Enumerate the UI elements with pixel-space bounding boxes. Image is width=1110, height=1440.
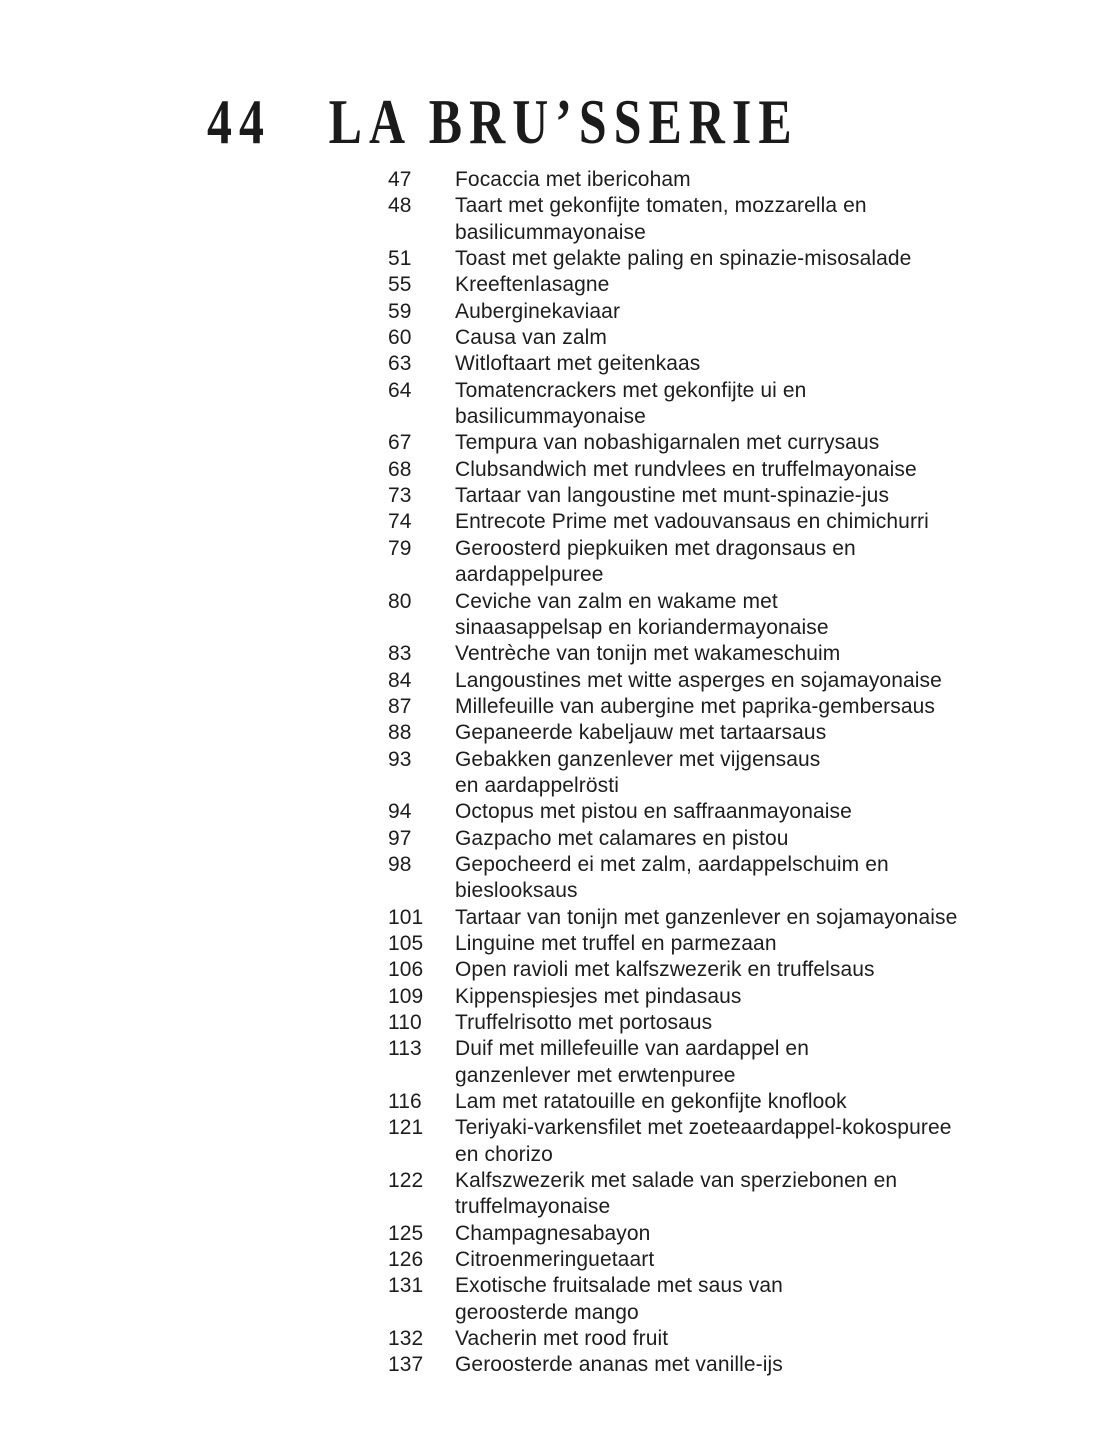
toc-item [388,299,1048,325]
toc-item-page-number: 51 [388,247,412,271]
toc-item [388,509,1048,535]
toc-item-title [455,1168,1048,1221]
toc-item [388,325,1048,351]
toc-item-page-number: 83 [388,642,412,666]
toc-item-title-line: Millefeuille van aubergine met paprika-gembersaus [455,694,935,718]
toc-item [388,1168,1048,1221]
toc-item-title [455,430,1048,456]
toc-item [388,799,1048,825]
toc-item-page-number: 47 [388,168,412,191]
toc-item-title-line: basilicummayonaise [455,220,646,244]
toc-item-title-line: sinaasappelsap en koriandermayonaise [455,615,829,639]
toc-item-title-line: ganzenlever met erwtenpuree [455,1063,736,1087]
toc-item-title-line: en aardappelrösti [455,773,619,797]
toc-item-title [455,826,1048,852]
toc-item [388,931,1048,957]
toc-item [388,1247,1048,1273]
toc-item [388,1352,1048,1378]
toc-item-title [455,852,1048,905]
toc-item-title-line: aardappelpuree [455,563,604,587]
toc-item-page-number: 122 [388,1169,424,1193]
toc-item-title-line: basilicummayonaise [455,405,646,429]
toc-item-title [455,589,1048,642]
toc-item-page-number: 101 [388,905,424,929]
toc-item-title [455,325,1048,351]
toc-item-title-line: Geroosterd piepkuiken met dragonsaus en [455,536,856,560]
toc-item-page-number: 80 [388,589,412,613]
toc-item-title-line: Causa van zalm [455,326,607,350]
toc-item-page-number: 88 [388,721,412,745]
toc-item-title-line: Duif met millefeuille van aardappel en [455,1037,809,1061]
toc-item-page-number: 110 [388,1011,422,1034]
toc-item-title-line: Clubsandwich met rundvlees en truffelmayonaise [455,457,917,481]
toc-item [388,272,1048,298]
toc-item-title-line: Ceviche van zalm en wakame met [455,589,778,613]
toc-item-title [455,984,1048,1010]
toc-item-title-line: Truffelrisotto met portosaus [455,1011,713,1034]
toc-item-page-number: 137 [388,1353,424,1377]
toc-item-title-line: Tartaar van langoustine met munt-spinazie-jus [455,484,890,508]
toc-item-title [455,167,1048,193]
toc-item-page-number: 84 [388,668,412,692]
toc-item-title-line: Champagnesabayon [455,1221,651,1245]
toc-item [388,720,1048,746]
toc-item [388,905,1048,931]
toc-item [388,826,1048,852]
toc-item-title-line: Teriyaki-varkensfilet met zoeteaardappel-kokospuree [455,1116,952,1140]
toc-item [388,193,1048,246]
toc-item-page-number: 132 [388,1327,424,1351]
toc-item-title [455,351,1048,377]
toc-item-title-line: Taart met gekonfijte tomaten, mozzarella en [455,194,867,218]
toc-item [388,1089,1048,1115]
toc-item [388,984,1048,1010]
toc-item-title-line: Linguine met truffel en parmezaan [455,931,777,955]
toc-item-title-line: Auberginekaviaar [455,299,621,323]
toc-item [388,1010,1048,1036]
toc-item-page-number: 48 [388,194,412,218]
toc-item-page-number: 63 [388,352,412,376]
toc-item-title-line: geroosterde mango [455,1300,639,1324]
toc-item-title-line: Exotische fruitsalade met saus van [455,1274,783,1298]
toc-item-title [455,1352,1048,1378]
toc-item-page-number: 67 [388,431,412,455]
toc-item-title [455,299,1048,325]
toc-item [388,351,1048,377]
toc-item [388,1326,1048,1352]
toc-item-title-line: Geroosterde ananas met vanille-ijs [455,1353,783,1377]
toc-item-page-number: 125 [388,1221,424,1245]
toc-item-title-line: Lam met ratatouille en gekonfijte knoflook [455,1090,847,1114]
toc-item [388,694,1048,720]
toc-item [388,957,1048,983]
toc-item-title [455,272,1048,298]
toc-item [388,167,1048,193]
toc-item-page-number: 74 [388,510,412,534]
toc-item-title [455,1247,1048,1273]
chapter-title: LA BRU’SSERIE [328,85,799,157]
toc-item-page-number: 87 [388,694,412,718]
toc-item [388,1273,1048,1326]
toc-item-title [455,720,1048,746]
toc-item-title [455,193,1048,246]
toc-item-title-line: Gazpacho met calamares en pistou [455,826,789,850]
toc-item-page-number: 98 [388,852,412,876]
toc-item-title [455,905,1048,931]
toc-item [388,430,1048,456]
chapter-page-number: 44 [207,85,271,157]
toc-item-title-line: Octopus met pistou en saffraanmayonaise [455,800,852,824]
toc-item-title-line: Tomatencrackers met gekonfijte ui en [455,378,807,402]
toc-item-page-number: 126 [388,1248,424,1272]
toc-item-page-number: 73 [388,484,412,508]
toc-item-title-line: Kippenspiesjes met pindasaus [455,984,742,1008]
toc-item-title-line: Citroenmeringuetaart [455,1248,655,1272]
toc-item-title-line: Gebakken ganzenlever met vijgensaus [455,747,821,771]
toc-item-page-number: 60 [388,326,412,350]
toc-item-title [455,668,1048,694]
toc-item-page-number: 64 [388,378,412,402]
toc-item-title [455,747,1048,800]
toc-item-title [455,1115,1048,1168]
toc-item-page-number: 113 [388,1037,422,1061]
toc-item-title-line: Gepaneerde kabeljauw met tartaarsaus [455,721,827,745]
toc-item [388,457,1048,483]
toc-item [388,1036,1048,1089]
toc-item-title-line: bieslooksaus [455,879,578,903]
toc-item [388,1221,1048,1247]
toc-item-page-number: 93 [388,747,412,771]
toc-item-page-number: 121 [388,1116,424,1140]
toc-item-title [455,641,1048,667]
toc-item-title [455,694,1048,720]
toc-item-title-line: Kreeftenlasagne [455,273,610,297]
toc-item [388,668,1048,694]
toc-item-page-number: 105 [388,931,424,955]
toc-item-title-line: Toast met gelakte paling en spinazie-misosalade [455,247,912,271]
toc-item-title [455,378,1048,431]
toc-item-page-number: 55 [388,273,412,297]
toc-list [388,167,1048,1379]
toc-item-title-line: Gepocheerd ei met zalm, aardappelschuim en [455,852,889,876]
toc-item-page-number: 68 [388,457,412,481]
toc-item-title [455,931,1048,957]
toc-item [388,589,1048,642]
toc-item-title-line: Tartaar van tonijn met ganzenlever en sojamayonaise [455,905,958,929]
toc-item [388,747,1048,800]
toc-item-page-number: 116 [388,1090,422,1114]
toc-item-title-line: Vacherin met rood fruit [455,1327,669,1351]
toc-item-title-line: Ventrèche van tonijn met wakameschuim [455,642,841,666]
toc-item-title-line: Open ravioli met kalfszwezerik en truffelsaus [455,958,875,982]
toc-item-page-number: 106 [388,958,424,982]
toc-item-page-number: 131 [388,1274,424,1298]
toc-item-title [455,1010,1048,1036]
toc-item-title [455,799,1048,825]
toc-item-title-line: Kalfszwezerik met salade van sperziebonen en [455,1169,898,1193]
toc-item-page-number: 79 [388,536,412,560]
toc-item-title [455,246,1048,272]
toc-item [388,536,1048,589]
toc-item-title-line: Focaccia met ibericoham [455,168,691,191]
toc-item-title-line: Tempura van nobashigarnalen met currysaus [455,431,880,455]
toc-item-title [455,509,1048,535]
toc-item-title-line: en chorizo [455,1142,553,1166]
toc-item-title [455,1221,1048,1247]
toc-item [388,1115,1048,1168]
toc-item-title-line: Entrecote Prime met vadouvansaus en chimichurri [455,510,929,534]
toc-item-title [455,483,1048,509]
chapter-heading [207,87,799,157]
toc-item-title [455,1036,1048,1089]
toc-item-page-number: 94 [388,800,412,824]
toc-item-title-line: Langoustines met witte asperges en sojamayonaise [455,668,942,692]
toc-item-title [455,957,1048,983]
toc-item-title-line: truffelmayonaise [455,1195,611,1219]
toc-item-page-number: 109 [388,984,424,1008]
toc-item [388,483,1048,509]
toc-item [388,641,1048,667]
toc-item-title-line: Witloftaart met geitenkaas [455,352,701,376]
toc-item-title [455,1089,1048,1115]
toc-item-title [455,536,1048,589]
toc-item [388,246,1048,272]
toc-item [388,378,1048,431]
toc-item-title [455,1273,1048,1326]
toc-item-title [455,457,1048,483]
toc-item-page-number: 97 [388,826,412,850]
toc-item-page-number: 59 [388,299,412,323]
toc-item-title [455,1326,1048,1352]
toc-item [388,852,1048,905]
